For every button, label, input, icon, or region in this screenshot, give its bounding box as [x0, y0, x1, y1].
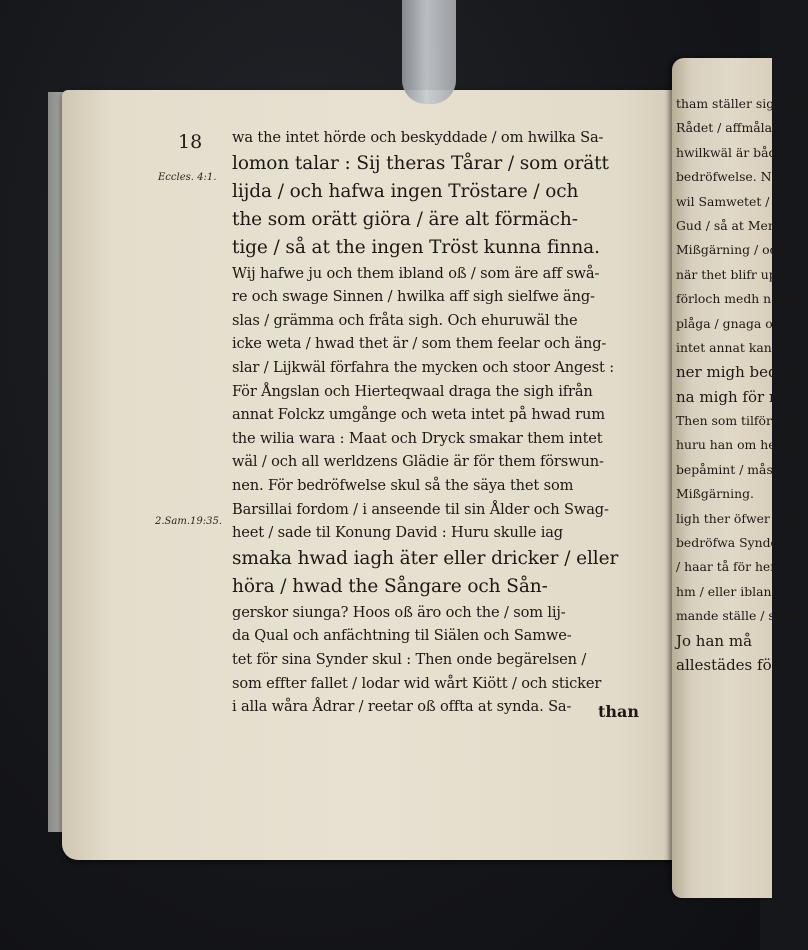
- facing-line: mande ställe / såsom: [676, 608, 808, 624]
- text-line: tet för sina Synder skul : Then onde begärelsen /: [232, 650, 587, 668]
- facing-line: Mißgärning / och: [676, 242, 785, 258]
- text-line: gerskor siunga? Hoos oß äro och the / som lij-: [232, 603, 566, 621]
- text-line: re och swage Sinnen / hwilka aff sigh sielfwe äng-: [232, 288, 595, 306]
- facing-line: na migh för mi: [676, 387, 788, 406]
- text-line: heet / sade til Konung David : Huru skulle iag: [232, 524, 563, 542]
- facing-line: Mißgärning.: [676, 486, 754, 502]
- text-line: nen. För bedröfwelse skul så the säya thet som: [232, 476, 574, 494]
- facing-line: plåga / gnaga och: [676, 315, 788, 331]
- facing-line: ner migh bedrö: [676, 363, 794, 382]
- text-line: Wij hafwe ju och them ibland oß / som äre aff swå-: [232, 264, 600, 282]
- text-line: tige / så at the ingen Tröst kunna finna.: [232, 236, 600, 258]
- facing-line: när thet blifr upw: [676, 266, 788, 282]
- facing-line: intet annat kan / d: [676, 339, 792, 355]
- margin-note-samuel: 2.Sam.19:35.: [155, 516, 223, 527]
- text-line: the som orätt giöra / äre alt förmäch-: [232, 208, 578, 230]
- text-line: lomon talar : Sij theras Tårar / som orätt: [232, 152, 609, 174]
- facing-line: bepåmint / måste: [676, 461, 786, 477]
- text-line: slar / Lijkwäl förfahra the mycken och stoor Angest :: [232, 358, 614, 376]
- facing-line: huru han om hemm: [676, 437, 800, 453]
- text-line: annat Folckz umgånge och weta intet på hwad rum: [232, 406, 605, 424]
- facing-line: ligh ther öfwer / at: [676, 510, 795, 526]
- page-number: 18: [178, 131, 203, 153]
- text-line: lijda / och hafwa ingen Tröstare / och: [232, 180, 579, 202]
- text-line: slas / grämma och fråta sigh. Och ehuruwäl the: [232, 311, 578, 329]
- facing-line: Then som tilförene: [676, 413, 795, 429]
- text-line: wa the intet hörde och beskyddade / om hwilka Sa-: [232, 129, 604, 146]
- facing-line: hwilkwäl är både: [676, 144, 784, 160]
- catchword: than: [598, 702, 640, 721]
- facing-line: bedröfwa Synden /: [676, 535, 794, 551]
- text-line: da Qual och anfächtning til Siälen och Samwe-: [232, 627, 572, 645]
- text-line: smaka hwad iagh äter eller dricker / eller: [232, 547, 619, 569]
- facing-line: förloch medh någon: [676, 291, 802, 307]
- facing-line: tham ställer sigh och: [676, 96, 808, 111]
- main-text: [232, 126, 644, 719]
- text-line: wäl / och all werldzens Glädie är för them förswun-: [232, 453, 604, 471]
- page-clip: [402, 0, 456, 104]
- text-line: the wilia wara : Maat och Dryck smakar them intet: [232, 429, 603, 447]
- facing-line: hm / eller ibland S: [676, 583, 792, 599]
- facing-line: Jo han må: [676, 631, 753, 650]
- facing-line: allestädes för: [676, 655, 779, 674]
- text-line: i alla wåra Ådrar / reetar oß offta at synda. Sa-: [232, 698, 572, 716]
- facing-line: / haar tå för hen: [676, 559, 779, 575]
- text-line: höra / hwad the Sångare och Sån-: [232, 575, 548, 597]
- facing-line: Rådet / affmålan: [676, 120, 780, 136]
- margin-note-eccles: Eccles. 4:1.: [158, 172, 217, 183]
- text-line: För Ångslan och Hierteqwaal draga the sigh ifrån: [232, 382, 593, 400]
- facing-line: bedröfwelse. När: [676, 169, 785, 185]
- text-line: icke weta / hwad thet är / som them feelar och äng-: [232, 335, 607, 353]
- text-line: som effter fallet / lodar wid wårt Kiött / och sticker: [232, 674, 602, 692]
- facing-line: Gud / så at Men: [676, 217, 776, 233]
- facing-page-text: [676, 92, 808, 677]
- facing-line: wil Samwetet / s: [676, 193, 780, 209]
- text-line: Barsillai fordom / i anseende til sin Ålder och Swag-: [232, 500, 609, 518]
